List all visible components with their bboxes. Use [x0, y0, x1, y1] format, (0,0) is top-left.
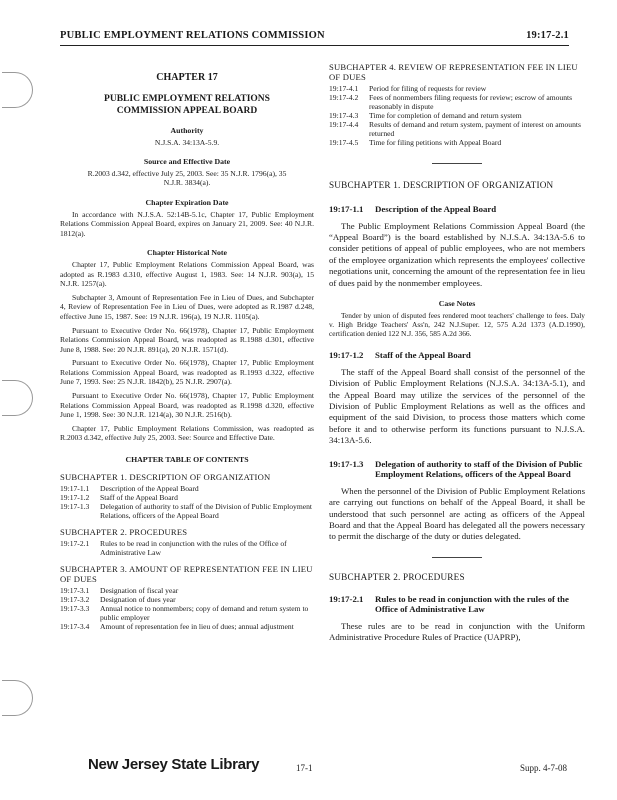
toc-list-4	[329, 84, 585, 147]
section-title: Staff of the Appeal Board	[375, 350, 471, 361]
section-body: These rules are to be read in conjunction with the Uniform Administrative Procedure Rules of Practice (UAPRP),	[329, 620, 585, 643]
authority-heading: Authority	[170, 126, 204, 135]
toc-item[interactable]: 19:17-3.3 Annual notice to nonmembers; copy of demand and return system to public employer	[60, 603, 309, 622]
toc-subchapter-3: SUBCHAPTER 3. AMOUNT OF REPRESENTATION FEE IN LIEU OF DUES	[60, 563, 313, 584]
source-text: R.2003 d.342, effective July 25, 2003. See: 35 N.J.R. 1796(a), 35 N.J.R. 3834(a).	[87, 168, 287, 188]
history-note: Pursuant to Executive Order No. 66(1978), Chapter 17, Public Employment Relations Commission Appeal Board, was readopted as R.1988 d.301, effective June 8, 1988. See: 20 N.J.R. 891(a), 20 N.J.R. 1571(d).	[60, 325, 314, 354]
section-heading	[329, 350, 585, 361]
toc-list-2	[60, 539, 314, 557]
toc-subchapter-2: SUBCHAPTER 2. PROCEDURES	[60, 526, 188, 537]
section-body: The staff of the Appeal Board shall consist of the personnel of the Division of Public Employment Relations (N.J.S.A. 34:13A-5.1), and the Appeal Board may utilize the services of the personnel of the Division of Public Employment Relations as well as the offices and equipment of the said Division, to process those matters which come before it and to otherwise perform its functions pursuant to N.J.S.A. 34:13A-5.6.	[329, 366, 585, 446]
section-number: 19:17-2.1	[329, 593, 364, 604]
header-title: PUBLIC EMPLOYMENT RELATIONS COMMISSION	[60, 30, 325, 41]
punch-hole-mark	[2, 680, 33, 716]
toc-item[interactable]: 19:17-4.2 Fees of nonmembers filing requests for review; escrow of amounts reasonably in dispute	[329, 93, 573, 111]
page-number: 17-1	[296, 763, 313, 773]
toc-item[interactable]: 19:17-4.3 Time for completion of demand and return system	[329, 111, 522, 120]
history-note: Pursuant to Executive Order No. 66(1978), Chapter 17, Public Employment Relations Commission Appeal Board, was readopted as R.1998 d.320, effective June 1, 1998. See: 30 N.J.R. 1214(a), 30 N.J.R. 2516(b).	[60, 391, 314, 420]
history-note: Chapter 17, Public Employment Relations Commission, was readopted as R.2003 d.342, effective July 25, 2003. See: Source and Effective Date.	[60, 423, 314, 443]
toc-item[interactable]: 19:17-3.1 Designation of fiscal year	[60, 585, 179, 595]
supplement-date: Supp. 4-7-08	[520, 763, 567, 773]
section-number: 19:17-1.2	[329, 350, 364, 361]
section-heading	[329, 594, 585, 615]
section-body: When the personnel of the Division of Public Employment Relations are carrying out functions on behalf of the Appeal Board, it shall be understood that such personnel are acting as officers of the Appeal Board and that the Appeal Board has delegated all the powers necessary to permit the discharge of the duty or duties delegated.	[329, 485, 585, 542]
chapter-title: PUBLIC EMPLOYMENT RELATIONS COMMISSION APPEAL BOARD	[104, 94, 270, 116]
history-note: Chapter 17, Public Employment Relations Commission Appeal Board, was adopted as R.1983 d.310, effective August 1, 1983. See: 14 N.J.R. 903(a), 15 N.J.R. 1257(a).	[60, 259, 314, 289]
toc-item[interactable]: 19:17-3.2 Designation of dues year	[60, 594, 176, 604]
expiration-text: In accordance with N.J.S.A. 52:14B-5.1c, Chapter 17, Public Employment Relations Commission Appeal Board, expires on January 21, 2009. See: 40 N.J.R. 1812(a).	[60, 209, 314, 238]
section-heading	[329, 459, 585, 480]
section-divider	[432, 557, 482, 558]
punch-hole-mark	[2, 380, 33, 416]
history-note: Subchapter 3, Amount of Representation Fee in Lieu of Dues, and Subchapter 4, Review of Representation Fee in Lieu of Dues, were adopted as R.1987 d.248, effective June 15, 1987. See: 19 N.J.R. 196(a), 19 N.J.R. 1105(a).	[60, 292, 314, 321]
source-heading: Source and Effective Date	[143, 157, 231, 167]
section-title: Rules to be read in conjunction with the rules of the Office of Administrative Law	[375, 593, 569, 615]
toc-item[interactable]: 19:17-4.5 Time for filing petitions with Appeal Board	[329, 138, 502, 147]
toc-heading: CHAPTER TABLE OF CONTENTS	[125, 455, 249, 465]
toc-list-3	[60, 586, 314, 631]
toc-subchapter-1: SUBCHAPTER 1. DESCRIPTION OF ORGANIZATION	[60, 471, 271, 482]
toc-item[interactable]: 19:17-4.4 Results of demand and return system, payment of interest on amounts returned	[329, 120, 581, 138]
case-notes-heading: Case Notes	[438, 298, 476, 308]
toc-item[interactable]: 19:17-1.3 Delegation of authority to staff of the Division of Public Employment Relations, officers of the Appeal Board	[60, 501, 313, 520]
authority-text: N.J.S.A. 34:13A-5.9.	[154, 137, 220, 147]
section-heading	[329, 204, 585, 215]
toc-item[interactable]: 19:17-1.1 Description of the Appeal Board	[60, 483, 199, 493]
toc-item[interactable]: 19:17-2.1 Rules to be read in conjunction with the rules of the Office of Administrative Law	[60, 538, 287, 557]
history-note: Pursuant to Executive Order No. 66(1978), Chapter 17, Public Employment Relations Commission Appeal Board, was readopted as R.1993 d.322, effective June 7, 1993. See: 25 N.J.R. 1842(b), 25 N.J.R. 2907(a).	[60, 358, 314, 387]
header-section: 19:17-2.1	[526, 30, 569, 41]
toc-subchapter-4: SUBCHAPTER 4. REVIEW OF REPRESENTATION FEE IN LIEU OF DUES	[329, 62, 578, 82]
chapter-number: CHAPTER 17	[156, 72, 218, 83]
library-logo: New Jersey State Library	[88, 756, 260, 773]
left-column	[60, 62, 314, 631]
section-title: Description of the Appeal Board	[375, 204, 497, 214]
toc-list-1	[60, 484, 314, 520]
right-column	[329, 62, 585, 644]
header-rule	[60, 45, 569, 46]
running-header	[60, 30, 569, 44]
toc-item[interactable]: 19:17-4.1 Period for filing of requests for review	[329, 84, 487, 93]
section-divider	[432, 163, 482, 164]
expiration-heading: Chapter Expiration Date	[145, 197, 229, 207]
history-heading: Chapter Historical Note	[147, 248, 227, 258]
subchapter-2-title: SUBCHAPTER 2. PROCEDURES	[329, 571, 465, 582]
subchapter-1-title: SUBCHAPTER 1. DESCRIPTION OF ORGANIZATION	[329, 180, 554, 190]
toc-item[interactable]: 19:17-1.2 Staff of the Appeal Board	[60, 492, 178, 502]
section-title: Delegation of authority to staff of the Division of Public Employment Relations, officers of the Appeal Board	[375, 458, 583, 480]
case-notes-text: Tender by union of disputed fees rendered moot teachers' challenge to fees. Daly v. High Bridge Teachers' Ass'n, 242 N.J.Super. 12, 575 A.2d 1373 (A.D.1990), certification denied 122 N.J. 356, 585 A.2d 366.	[329, 311, 585, 339]
toc-item[interactable]: 19:17-3.4 Amount of representation fee in lieu of dues; annual adjustment	[60, 621, 294, 631]
section-number: 19:17-1.1	[329, 204, 364, 214]
section-number: 19:17-1.3	[329, 458, 364, 469]
section-body: The Public Employment Relations Commission Appeal Board (the “Appeal Board”) is the board established by N.J.S.A. 34:13A-5.6 to consider petitions of appeal of public employees, who are not members of the employee organization which represents the employees' collective negotiations unit, concerning the amount of the representation fee in lieu of dues paid by the nonmember employees.	[329, 220, 585, 288]
punch-hole-mark	[2, 72, 33, 108]
